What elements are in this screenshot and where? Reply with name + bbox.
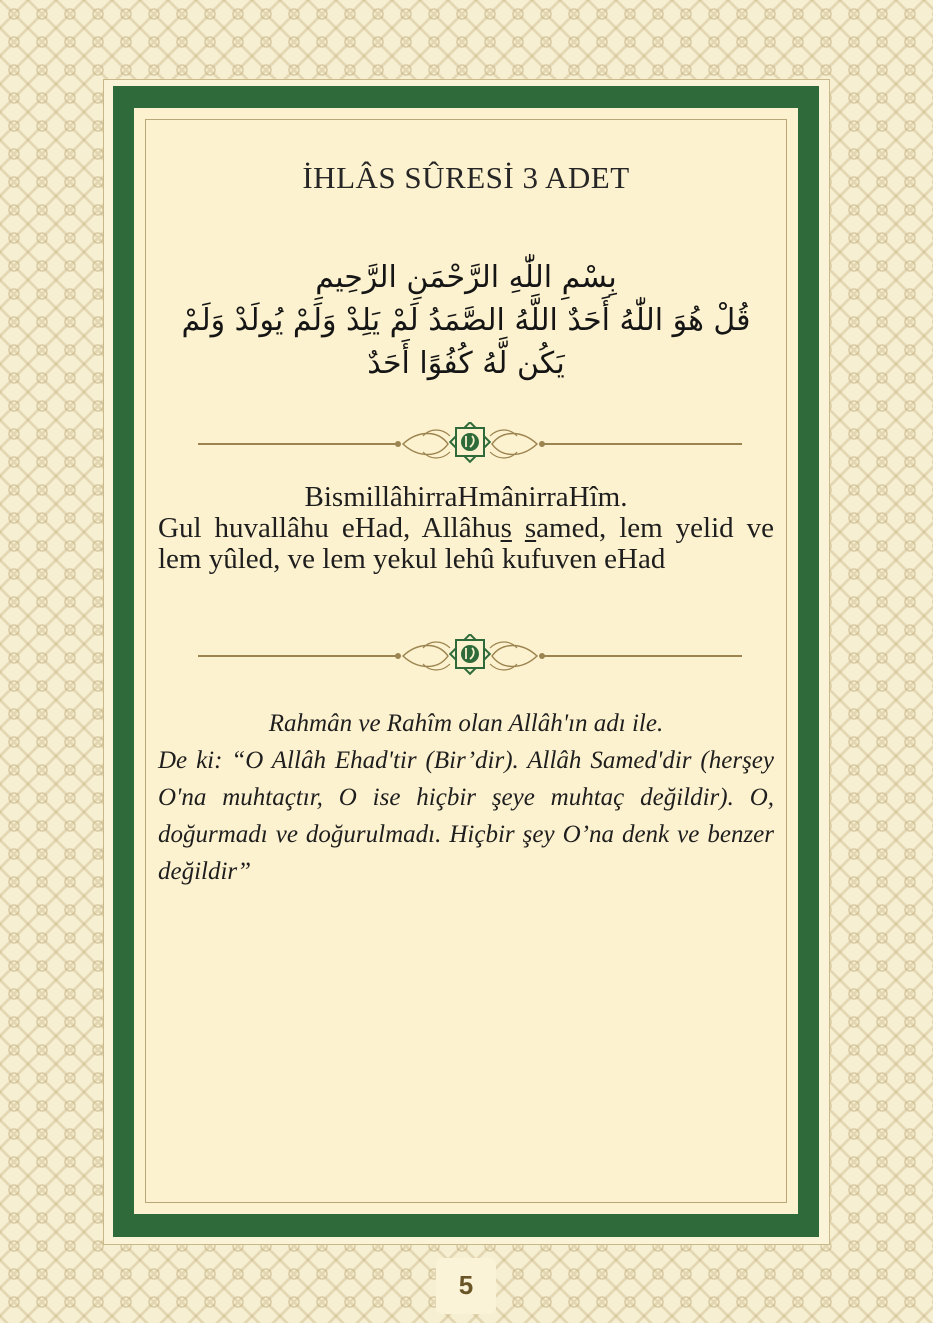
- arabic-text: [174, 256, 758, 385]
- divider-ornament-icon: [198, 422, 742, 466]
- transliteration-text: [158, 482, 774, 575]
- underlined-letter: s: [500, 512, 512, 544]
- transliteration-basmala: BismillâhirraHmânirraHîm.: [304, 481, 628, 513]
- meaning-basmala: Rahmân ve Rahîm olan Allâh'ın adı ile.: [268, 710, 664, 737]
- allah-calligraphy-medallion-icon: [450, 422, 490, 462]
- ornamental-divider: [198, 422, 742, 466]
- arabic-basmala: بِسْمِ اللّٰهِ الرَّحْمَنِ الرَّحِيمِ: [315, 260, 617, 295]
- allah-calligraphy-medallion-icon: [450, 634, 490, 674]
- divider-ornament-icon: [198, 634, 742, 678]
- page-number-box: [436, 1258, 496, 1314]
- underlined-letter: s: [524, 512, 537, 544]
- page-title: İHLÂS SÛRESİ 3 ADET: [302, 160, 630, 195]
- turkish-meaning-text: [158, 705, 774, 890]
- meaning-verse: De ki: “O Allâh Ehad'tir (Bir’dir). Allâh Samed'dir (herşey O'na muhtaçtır, O ise hiçbir şeye muhtaç değildir). O, doğurmadı ve doğurulmadı. Hiçbir şey O’na denk ve benzer değildir”: [158, 747, 774, 885]
- arabic-verse-line: قُلْ هُوَ اللّٰهُ أَحَدٌ اللَّهُ الصَّمَدُ لَمْ يَلِدْ وَلَمْ يُولَدْ وَلَمْ: [181, 303, 751, 338]
- ornamental-divider: [198, 634, 742, 678]
- page-content: [134, 108, 798, 1214]
- transliteration-verse: Gul huvallâhu eHad, Allâhus samed, lem yelid ve lem yûled, ve lem yekul lehû kufuven eHad: [158, 512, 774, 575]
- page-number: 5: [458, 1270, 474, 1300]
- arabic-verse-line: يَكُن لَّهُ كُفُوًا أَحَدٌ: [367, 346, 565, 381]
